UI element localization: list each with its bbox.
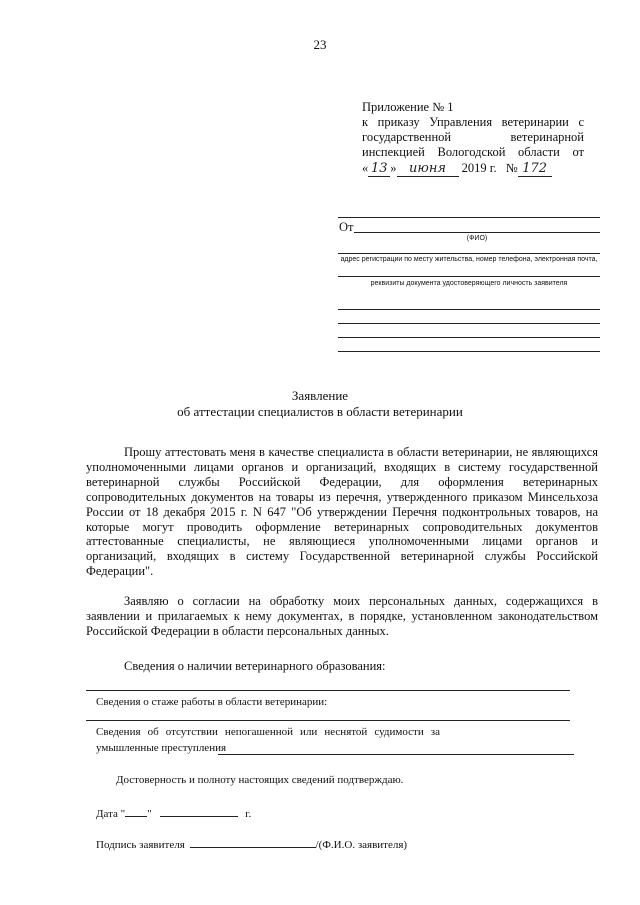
date-mid-quote: " — [147, 808, 152, 820]
date-suffix: г. — [245, 808, 252, 820]
consent-paragraph — [86, 594, 598, 639]
document-title: Заявление — [291, 388, 349, 403]
appendix-line-3: государственной ветеринарной — [362, 130, 584, 144]
experience-label: Сведения о стаже работы в области ветеринарии: — [96, 696, 328, 708]
education-line[interactable] — [86, 690, 570, 691]
order-month: июня — [397, 161, 459, 177]
appendix-line-4: инспекцией Вологодской области от — [362, 145, 584, 159]
signature-field — [96, 836, 407, 851]
confirm-text: Достоверность и полноту настоящих сведений подтверждаю. — [116, 774, 404, 786]
signature-input[interactable] — [190, 836, 316, 848]
order-number: 172 — [518, 161, 552, 177]
date-close-quote: » — [390, 161, 397, 175]
date-label: Дата " — [96, 808, 126, 820]
fio-line[interactable] — [354, 232, 600, 233]
date-day-input[interactable] — [125, 805, 147, 817]
order-number-label: № — [505, 161, 518, 175]
education-label: Сведения о наличии ветеринарного образования: — [124, 659, 386, 673]
document-caption: реквизиты документа удостоверяющего личность заявителя — [370, 280, 568, 287]
address-caption: адрес регистрации по месту жительства, номер телефона, электронная почта, — [340, 256, 598, 263]
applicant-line-5[interactable] — [338, 323, 600, 324]
appendix-line-2: к приказу Управления ветеринарии с — [362, 115, 584, 129]
applicant-line-4[interactable] — [338, 309, 600, 310]
applicant-line-7[interactable] — [338, 351, 600, 352]
consent-text: Заявляю о согласии на обработку моих персональных данных, содержащихся в заявлении и прилагаемых к нему документах, в порядке, установленном законодательством Российской Федерации в области персональных данных. — [86, 594, 598, 638]
from-label: От — [339, 220, 354, 234]
applicant-top-line — [338, 217, 600, 218]
page-number: 23 — [313, 37, 327, 52]
conviction-line[interactable] — [218, 754, 574, 755]
request-paragraph — [86, 445, 598, 579]
appendix-date-line — [362, 161, 584, 177]
date-month-input[interactable] — [160, 805, 238, 817]
date-open-quote: « — [362, 161, 369, 175]
fio-caption: (ФИО) — [466, 235, 488, 242]
document-subtitle: об аттестации специалистов в области ветеринарии — [177, 404, 463, 419]
appendix-title: Приложение № 1 — [362, 100, 454, 114]
applicant-line-2[interactable] — [338, 253, 600, 254]
appendix-block — [362, 100, 584, 177]
conviction-label-2: умышленные преступления — [96, 742, 227, 754]
signature-label: Подпись заявителя — [96, 839, 185, 851]
signature-suffix: /(Ф.И.О. заявителя) — [315, 839, 408, 851]
date-field — [96, 805, 251, 820]
order-day: 13 — [368, 161, 390, 177]
address-line[interactable] — [338, 276, 600, 277]
applicant-line-6[interactable] — [338, 337, 600, 338]
experience-line[interactable] — [86, 720, 570, 721]
conviction-label: Сведения об отсутствии непогашенной или неснятой судимости за — [96, 726, 440, 738]
request-text: Прошу аттестовать меня в качестве специалиста в области ветеринарии, не являющихся уполномоченными лицами органов и организаций, входящих в систему государственной ветеринарной службы Российской Федерации, для оформления ветеринарных сопроводительных документов на товары из перечня, утвержденного приказом Минсельхоза России от 18 декабря 2015 г. N 647 "Об утверждении Перечня подконтрольных товаров, на которые могут проводить оформление ветеринарных сопроводительных документов аттестованные специалисты, не являющиеся уполномоченными лицами органов и организаций, входящих в систему Государственной ветеринарной службы Российской Федерации". — [86, 445, 598, 579]
order-year: 2019 г. — [461, 161, 497, 175]
